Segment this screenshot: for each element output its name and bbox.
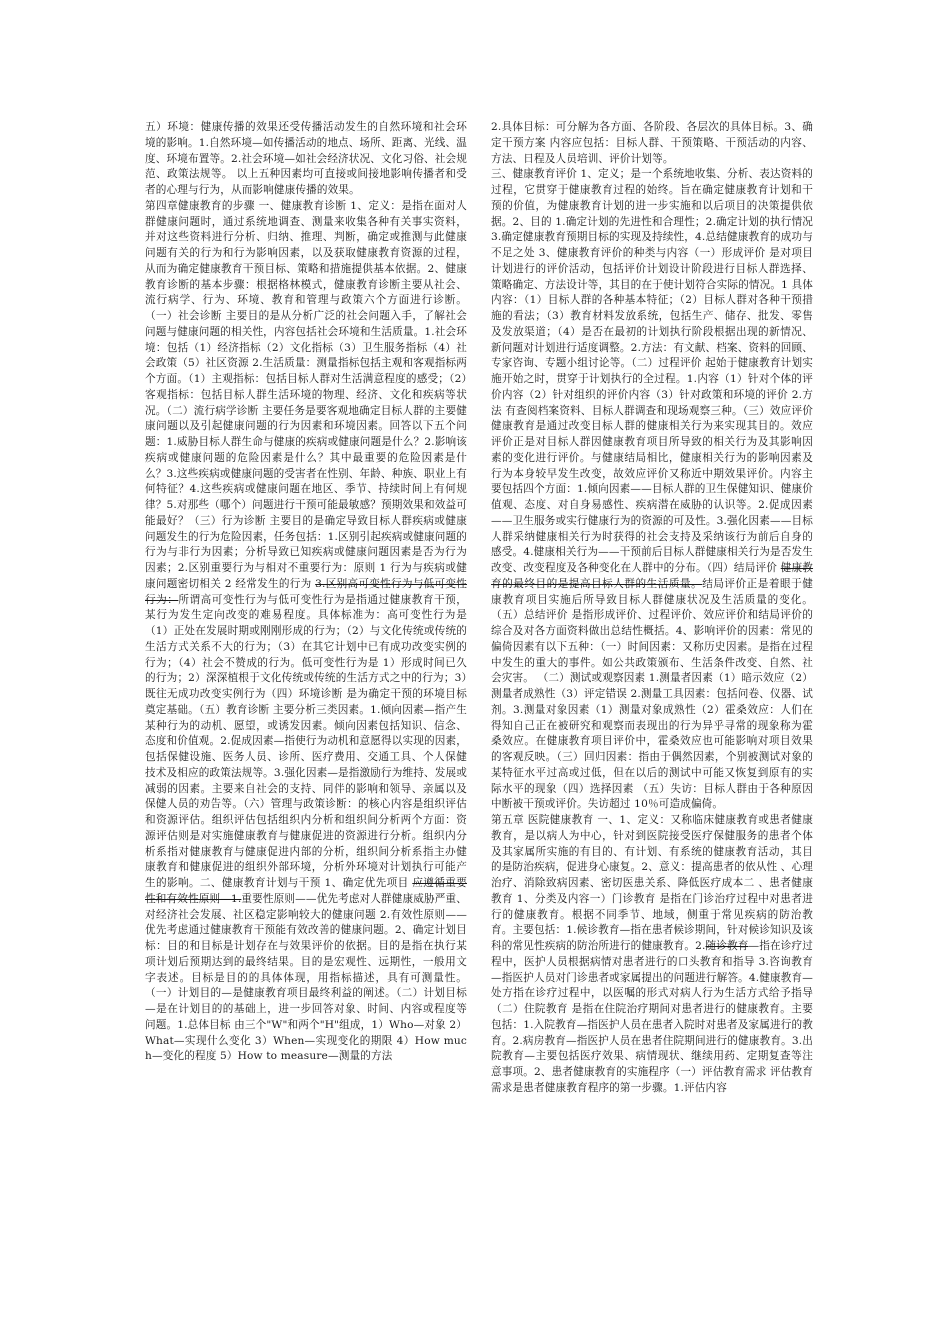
struck-text: 随诊教育 <box>705 940 749 952</box>
chapter5-text: 第五章 医院健康教育 一、1、定义：又称临床健康教育或患者健康教育，是以病人为中心，针对到医院接受医疗保健服务的患者个体及其家属所实施的有目的、有计划、有系统的健康教育活动，其目的是防治疾病，促进身心康复。2、意义：提高患者的依从性 、心理治疗、消除致病因素、密切医患关系、降低医疗成本二 、患者健康教育 1、分类及内容一）门诊教育 是指在门诊治疗过程中对患者进行的健康教育。根据不同季节、地域，侧重于常见疾病的防治教育。主要包括：1.候诊教育—指在患者候诊期间，针对候诊知识及该科的常见性疾病的防治所进行的健康教育。2. <box>491 814 813 952</box>
right-column <box>491 120 813 1097</box>
struck-text: 应遵循重要性和有效性原则—1. <box>145 877 467 905</box>
chapter4-text: 第四章健康教育的步骤 一、健康教育诊断 1、定义：是指在面对人群健康问题时，通过系统地调查、测量来收集各种有关事实资料，并对这些资料进行分析、归纳、推理、判断，确定或推测与此健康问题有关的行为和行为影响因素，以及获取健康教育资源的过程，从而为确定健康教育干预目标、策略和措施提供基本依据。2、健康教育诊断的基本步骤：根据格林模式，健康教育诊断主要从社会、流行病学、行为、环境、教育和管理与政策六个方面进行诊断。（一）社会诊断 主要目的是从分析广泛的社会问题入手，了解社会问题与健康问题的相关性，内容包括社会环境和生活质量。1.社会环境：包括（1）经济指标（2）文化指标（3）卫生服务指标（4）社会政策（5）社区资源 2.生活质量：测量指标包括主观和客观指标两个方面。（1）主观指标：包括目标人群对生活满意程度的感受；（2）客观指标：包括目标人群生活环境的物理、经济、文化和疾病等状况。（二）流行病学诊断 主要任务是要客观地确定目标人群的主要健康问题以及引起健康问题的行为因素和环境因素。回答以下五个问题：1.威胁目标人群生命与健康的疾病或健康问题是什么？2.影响该疾病或健康问题的危险因素是什么？其中最重要的危险因素是什么？3.这些疾病或健康问题的受害者在性别、年龄、种族、职业上有何特征？4.这些疾病或健康问题在地区、季节、持续时间上有何规律？5.对那些（哪个）问题进行干预可能最敏感？预期效果和效益可能最好？（三）行为诊断 主要目的是确定导致目标人群疾病或健康问题发生的行为危险因素，任务包括：1.区别引起疾病或健康问题的行为与非行为因素；分析导致已知疾病或健康问题因素是否为行为因素；2.区别重要行为与相对不重要行为：原则 1 行为与疾病或健康问题密切相关 2 经常发生的行为 <box>145 199 467 590</box>
evaluation-text-continued: 结局评价正是着眼于健康教育项目实施后所导致目标人群健康状况及生活质量的变化。（五）总结评价 是指形成评价、过程评价、效应评价和结局评价的综合及对各方面资料做出总结性概括。4、影响评价的因素：常见的偏倚因素有以下五种：（一）时间因素：又称历史因素。是指在过程中发生的重大的事件。如公共政策颁布、生活条件改变、自然、社会灾害。 （二）测试或观察因素 1.测量者因素（1）暗示效应（2）测量者成熟性（3）评定错误 2.测量工具因素：包括问卷、仪器、试剂。3.测量对象因素（1）测量对象成熟性（2）霍桑效应：人们在得知自己正在被研究和观察而表现出的行为异乎寻常的现象称为霍桑效应。在健康教育项目评价中，霍桑效应也可能影响对项目效果的客观反映。（三）回归因素：指由于偶然因素，个别被测试对象的某特征水平过高或过低，但在以后的测试中可能又恢复到原有的实际水平的现象（四）选择因素 （五）失访：目标人群由于各种原因中断被干预或评价。失访超过 10％可造成偏倚。 <box>491 577 813 811</box>
evaluation-text: 三、健康教育评价 1、定义；是一个系统地收集、分析、表达资料的过程，它贯穿于健康教育过程的始终。旨在确定健康教育计划和干预的价值，为健康教育计划的进一步实施和以后项目的决策提供依据。2、目的 1.确定计划的先进性和合理性；2.确定计划的执行情况 3.确定健康教育预期目标的实现及持续性，4.总结健康教育的成功与不足之处 3、健康教育评价的种类与内容（一）形成评价 是对项目计划进行的评价活动，包括评价计划设计阶段进行目标人群选择、策略确定、方法设计等，其目的在于使计划符合实际的情况。1 具体内容：（1）目标人群的各种基本特征；（2）目标人群对各种干预措施的看法；（3）教育材料发放系统，包括生产、储存、批发、零售及发放渠道；（4）是否在最初的计划执行阶段根据出现的新情况、新问题对计划进行适度调整。2.方法：有文献、档案、资料的回顾、专家咨询、专题小组讨论等。（二）过程评价 起始于健康教育计划实施开始之时，贯穿于计划执行的全过程。1.内容（1）针对个体的评价内容（2）针对组织的评价内容（3）针对政策和环境的评价 2.方法 有查阅档案资料、目标人群调查和现场观察三种。（三）效应评价 健康教育是通过改变目标人群的健康相关行为来实现其目的。效应评价正是对目标人群因健康教育项目所导致的相关行为及其影响因素的变化进行评价。与健康结局相比，健康相关行为的影响因素及行为本身较早发生改变，故效应评价又称近中期效果评价。内容主要包括四个方面：1.倾向因素——目标人群的卫生保健知识、健康价值观、态度、对自身易感性、疾病潜在威胁的认识等。2.促成因素——卫生服务或实行健康行为的资源的可及性。3.强化因素——目标人群采纳健康相关行为时获得的社会支持及采纳该行为前后自身的感受。4.健康相关行为——干预前后目标人群健康相关行为是否发生改变、改变程度及各种变化在人群中的分布。（四）结局评价 <box>491 168 813 574</box>
chapter5-text-continued: —指在诊疗过程中，医护人员根据病情对患者进行的口头教育和指导 3.咨询教育—指医护人员对门诊患者或家属提出的问题进行解答。4.健康教育—处方指在诊疗过程中，以医嘱的形式对病人行为生活方式给予指导（二）住院教育 是指在住院治疗期间对患者进行的健康教育。主要包括：1.入院教育—指医护人员在患者入院时对患者及家属进行的教育。2.病房教育—指医护人员在患者住院期间进行的健康教育。3.出院教育—主要包括医疗效果、病情现状、继续用药、定期复查等注意事项。2、患者健康教育的实施程序（一）评估教育需求 评估教育需求是患者健康教育程序的第一步骤。1.评估内容 <box>491 940 813 1094</box>
paragraph-specific-goals: 2.具体目标：可分解为各方面、各阶段、各层次的具体目标。3、确定干预方案 内容应包括：目标人群、干预策略、干预活动的内容、方法、日程及人员培训、评价计划等。 <box>491 121 813 165</box>
paragraph-chapter4 <box>145 199 467 1065</box>
priority-principles-text: 重要性原则——优先考虑对人群健康威胁严重、对经济社会发展、社区稳定影响较大的健康问题 2.有效性原则——优先考虑通过健康教育干预能有效改善的健康问题。2、确定计划目标：目的和目标是计划存在与效果评价的依据。目的是指在执行某项计划后预期达到的最终结果。目的是宏观性、远期性，一般用文字表述。目标是目的的具体体现，用指标描述，具有可测量性。（一）计划目的—是健康教育项目最终利益的阐述。（二）计划目标—是在计划目的的基础上，进一步回答对象、时间、内容或程度等问题。1.总体目标 由三个"W"和两个"H"组成，1）Who—对象 2）What—实现什么变化 3）When—实现变化的期限 4）How much—变化的程度 5）How to measure—测量的方法 <box>145 892 468 1063</box>
paragraph-evaluation <box>491 167 813 813</box>
left-column <box>145 120 467 1065</box>
struck-text: 健康教育的最终目的是提高目标人群的生活质量。 <box>491 562 814 590</box>
struck-text: 3.区别高可变性行为与低可变性行为： <box>145 577 467 606</box>
chapter4-text-continued: 所谓高可变性行为与低可变性行为是指通过健康教育干预，某行为发生定向改变的难易程度。具体标准为：高可变性行为是（1）正处在发展时期或刚刚形成的行为；（2）与文化传统或传统的生活方式关系不大的行为；（3）在其它计划中已有成功改变实例的行为；（4）社会不赞成的行为。低可变性行为是 1）形成时间已久的行为；2）深深植根于文化传统或传统的生活方式之中的行为；3）既往无成功改变实例行为（四）环境诊断 是为确定干预的环境目标奠定基础。（五）教育诊断 主要分析三类因素。1.倾向因素—指产生某种行为的动机、愿望，或诱发因素。倾向因素包括知识、信念、态度和价值观。2.促成因素—指使行为动机和意愿得以实现的因素，包括保健设施、医务人员、诊所、医疗费用、交通工具、个人保健技术及相应的政策法规等。3.强化因素—是指激励行为维持、发展或减弱的因素。主要来自社会的支持、同伴的影响和领导、亲属以及保健人员的劝告等。（六）管理与政策诊断：的核心内容是组织评估和资源评估。组织评估包括组织内分析和组织间分析两个方面：资源评估则是对实施健康教育与健康促进的资源进行分析。组织内分析系指对健康教育与健康促进内部的分析，组织间分析系指主办健康教育和健康促进的组织外部环境，分析外环境对计划执行可能产生的影响。二、健康教育计划与干预 1、确定优先项目 <box>145 593 467 889</box>
paragraph-environment: 五）环境：健康传播的效果还受传播活动发生的自然环境和社会环境的影响。1.自然环境—如传播活动的地点、场所、距离、光线、温度、环境布置等。2.社会环境—如社会经济状况、文化习俗、社会规范、政策法规等。 以上五种因素均可直接或间接地影响传播者和受者的心理与行为，从而影响健康传播的效果。 <box>145 121 467 196</box>
paragraph-chapter5 <box>491 813 813 1097</box>
